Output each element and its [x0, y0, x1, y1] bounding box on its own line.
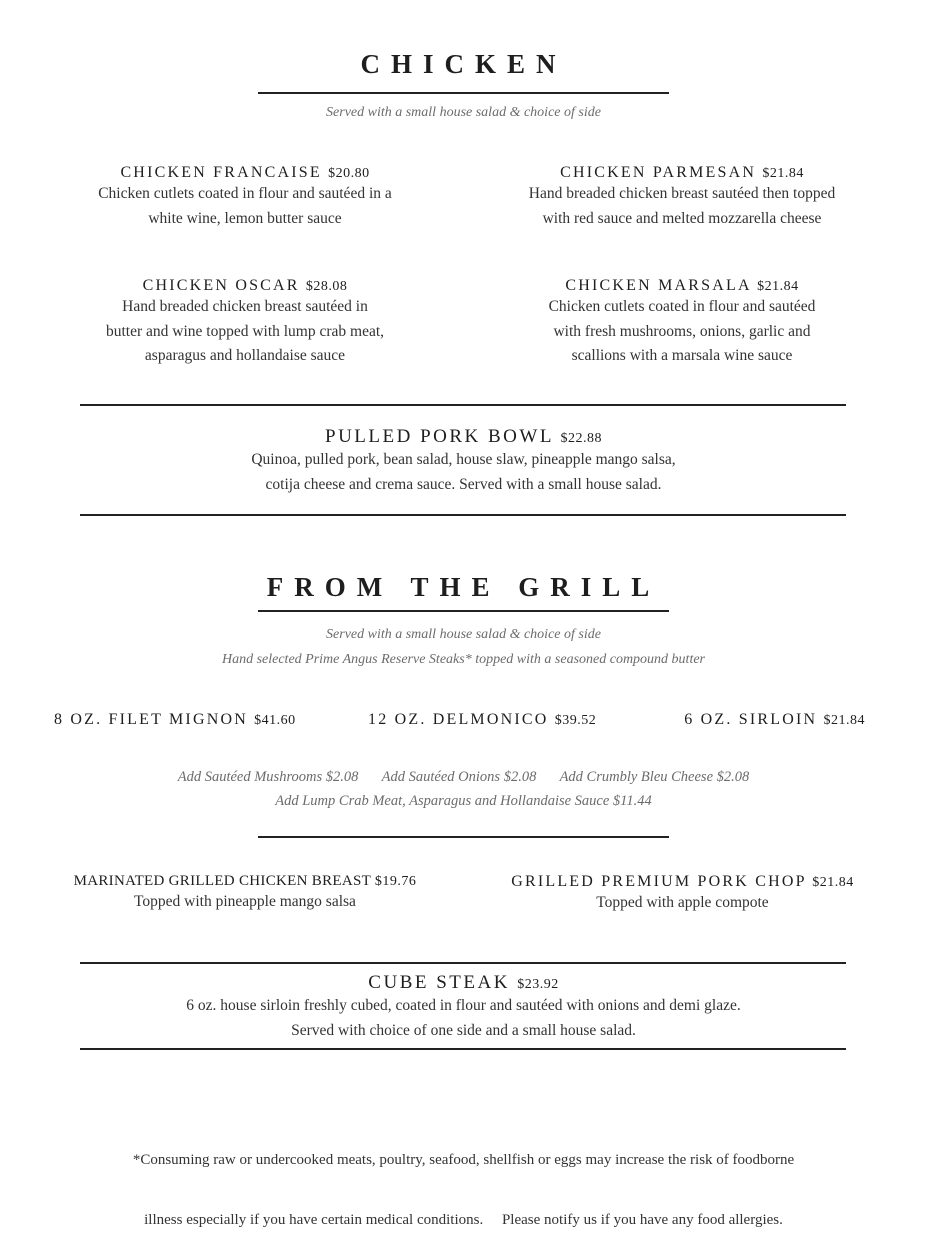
- addon-onions: Add Sautéed Onions $2.08: [381, 769, 537, 785]
- item-description-line: butter and wine topped with lump crab meat,: [105, 322, 385, 340]
- item-name: CHICKEN PARMESAN: [560, 164, 757, 181]
- item-title: [20, 873, 470, 890]
- item-price: $21.84: [762, 166, 804, 181]
- menu-item-chicken-marsala: [467, 277, 897, 369]
- item-name: 8 OZ. FILET MIGNON: [54, 711, 248, 728]
- item-description-line: Served with choice of one side and a small house salad.: [291, 1021, 636, 1039]
- chicken-subtitle: Served with a small house salad & choice of side: [326, 105, 601, 120]
- item-price: $21.84: [812, 875, 854, 890]
- item-title: [467, 164, 897, 182]
- addon-mushrooms: Add Sautéed Mushrooms $2.08: [177, 769, 359, 785]
- item-description-line: scallions with a marsala wine sauce: [571, 347, 793, 364]
- item-name: CHICKEN OSCAR: [142, 277, 300, 294]
- item-name: CHICKEN MARSALA: [565, 277, 751, 294]
- item-description-line: Quinoa, pulled pork, bean salad, house slaw, pineapple mango salsa,: [251, 451, 676, 468]
- addon-line: [0, 769, 927, 786]
- item-title: [0, 972, 927, 994]
- item-description-line: Hand breaded chicken breast sautéed in: [122, 298, 368, 315]
- item-name: 12 OZ. DELMONICO: [368, 711, 549, 728]
- item-description-line: Hand breaded chicken breast sautéed then topped: [528, 185, 836, 202]
- menu-item-pork-chop: [460, 873, 905, 916]
- notice-line: illness especially if you have certain medical conditions. Please notify us if you have any food allergies.: [144, 1212, 783, 1228]
- cube-steak-bottom-rule: [80, 1048, 846, 1050]
- item-name: 6 OZ. SIRLOIN: [684, 711, 818, 728]
- item-name: GRILLED PREMIUM PORK CHOP: [511, 873, 807, 890]
- item-name: MARINATED GRILLED CHICKEN BREAST: [73, 873, 371, 889]
- item-price: $20.80: [328, 166, 370, 181]
- addon-crab: Add Lump Crab Meat, Asparagus and Hollandaise Sauce $11.44: [275, 793, 652, 809]
- item-description-line: Chicken cutlets coated in flour and sautéed: [548, 298, 816, 315]
- item-description-line: Topped with apple compote: [596, 894, 769, 911]
- menu-item-grilled-chicken-breast: [20, 873, 470, 915]
- item-price: $21.84: [823, 713, 865, 728]
- item-title: [30, 277, 460, 295]
- food-safety-notice: [0, 1110, 927, 1250]
- menu-item-cube-steak: [0, 972, 927, 1043]
- item-title: [0, 426, 927, 448]
- menu-item-sirloin: [684, 711, 865, 729]
- addon-bleu-cheese: Add Crumbly Bleu Cheese $2.08: [559, 769, 750, 785]
- item-name: CHICKEN FRANCAISE: [120, 164, 322, 181]
- item-description-line: Chicken cutlets coated in flour and sautéed in a: [98, 185, 392, 202]
- grill-subtitle: Served with a small house salad & choice of side: [326, 627, 601, 642]
- chicken-title-rule: [258, 92, 669, 94]
- item-price: $23.92: [517, 977, 559, 992]
- pulled-pork-top-rule: [80, 404, 846, 406]
- pulled-pork-bottom-rule: [80, 514, 846, 516]
- menu-item-filet-mignon: [54, 711, 296, 729]
- item-price: $22.88: [560, 431, 602, 446]
- item-price: $41.60: [254, 713, 296, 728]
- item-description-line: asparagus and hollandaise sauce: [144, 347, 346, 364]
- addons-rule: [258, 836, 669, 838]
- item-name: CUBE STEAK: [368, 972, 510, 993]
- item-description-line: Topped with pineapple mango salsa: [134, 893, 356, 910]
- grill-title-rule: [258, 610, 669, 612]
- notice-line: *Consuming raw or undercooked meats, poultry, seafood, shellfish or eggs may increase the risk of foodborne: [132, 1152, 795, 1168]
- item-description-line: with red sauce and melted mozzarella cheese: [542, 209, 822, 227]
- chicken-section-title: CHICKEN: [360, 49, 567, 79]
- item-name: PULLED PORK BOWL: [325, 426, 554, 447]
- item-title: [460, 873, 905, 891]
- grill-section-title: FROM THE GRILL: [266, 572, 661, 602]
- menu-item-chicken-oscar: [30, 277, 460, 369]
- item-description-line: 6 oz. house sirloin freshly cubed, coated in flour and sautéed with onions and demi glaze.: [186, 997, 741, 1014]
- item-description-line: white wine, lemon butter sauce: [148, 209, 342, 227]
- menu-item-pulled-pork-bowl: [0, 426, 927, 497]
- menu-item-delmonico: [368, 711, 596, 729]
- item-price: $19.76: [374, 874, 417, 889]
- menu-item-chicken-francaise: [30, 164, 460, 231]
- menu-item-chicken-parmesan: [467, 164, 897, 231]
- item-description-line: with fresh mushrooms, onions, garlic and: [553, 322, 811, 340]
- grill-steak-note: Hand selected Prime Angus Reserve Steaks* topped with a seasoned compound butter: [221, 652, 706, 667]
- item-price: $39.52: [554, 713, 597, 728]
- cube-steak-top-rule: [80, 962, 846, 964]
- item-title: [467, 277, 897, 295]
- item-price: $21.84: [757, 279, 799, 294]
- item-price: $28.08: [305, 279, 348, 294]
- item-title: [30, 164, 460, 182]
- item-description-line: cotija cheese and crema sauce. Served with a small house salad.: [265, 475, 662, 493]
